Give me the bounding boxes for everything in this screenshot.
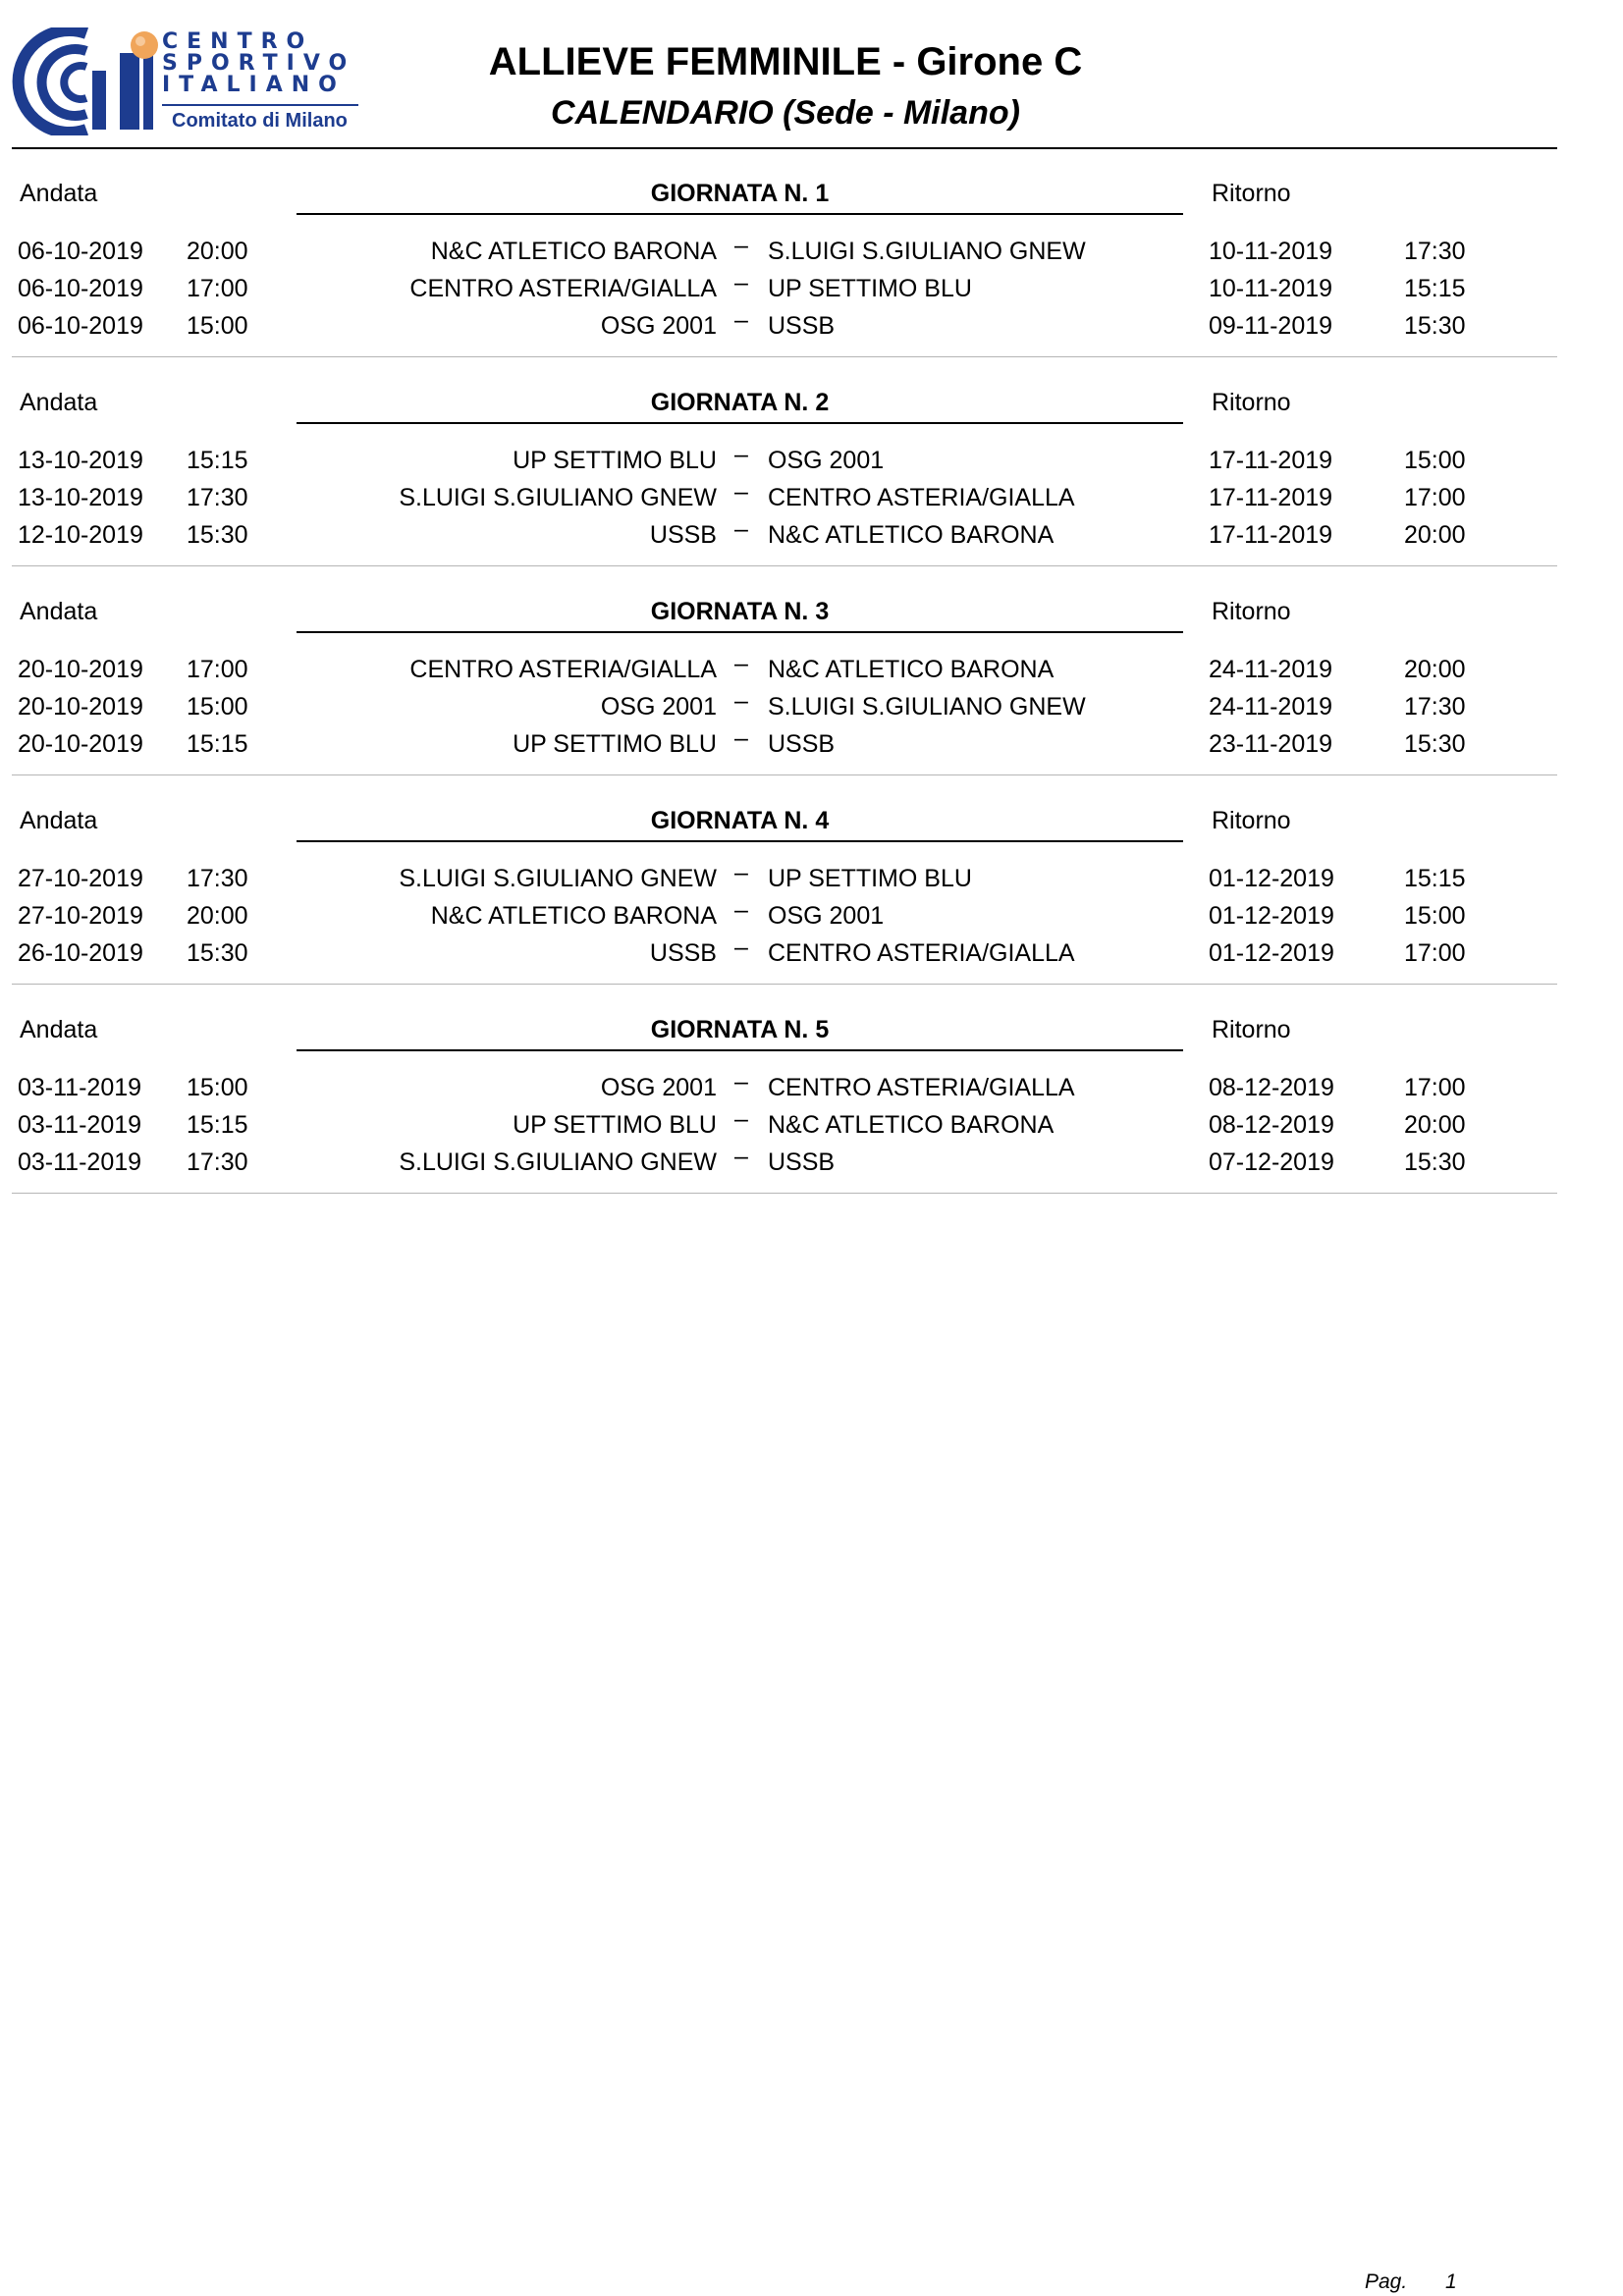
match-separator: –: [734, 650, 748, 677]
match-separator: –: [734, 1105, 748, 1133]
away-team: USSB: [768, 730, 836, 758]
andata-date: 20-10-2019: [18, 693, 143, 721]
round-divider: [12, 774, 1557, 775]
away-team: UP SETTIMO BLU: [768, 865, 972, 892]
csi-logo: [10, 27, 356, 135]
andata-time: 15:30: [187, 521, 248, 549]
round-block: [0, 149, 1623, 358]
ritorno-time: 17:30: [1404, 693, 1466, 721]
andata-time: 15:00: [187, 1074, 248, 1101]
home-team: S.LUIGI S.GIULIANO GNEW: [399, 865, 717, 892]
andata-date: 20-10-2019: [18, 730, 143, 758]
match-row: [0, 479, 1623, 516]
page-number: 1: [1445, 2270, 1457, 2293]
home-team: OSG 2001: [600, 1074, 717, 1101]
away-team: S.LUIGI S.GIULIANO GNEW: [768, 693, 1086, 721]
round-divider: [12, 356, 1557, 357]
match-separator: –: [734, 306, 748, 334]
away-team: N&C ATLETICO BARONA: [768, 1111, 1055, 1139]
andata-time: 20:00: [187, 238, 248, 265]
match-separator: –: [734, 896, 748, 924]
match-row: [0, 860, 1623, 897]
home-team: S.LUIGI S.GIULIANO GNEW: [399, 484, 717, 511]
ritorno-date: 17-11-2019: [1209, 447, 1333, 474]
ritorno-date: 17-11-2019: [1209, 484, 1333, 511]
match-row: [0, 688, 1623, 725]
ritorno-date: 10-11-2019: [1209, 275, 1333, 302]
logo-line-1: CENTRO: [162, 29, 314, 54]
ritorno-time: 15:15: [1404, 865, 1466, 892]
csi-logo-icon: [10, 27, 167, 135]
match-separator: –: [734, 859, 748, 886]
ritorno-date: 23-11-2019: [1209, 730, 1333, 758]
andata-date: 06-10-2019: [18, 238, 143, 265]
ritorno-label: Ritorno: [1212, 807, 1291, 834]
home-team: UP SETTIMO BLU: [513, 1111, 717, 1139]
home-team: USSB: [649, 521, 717, 549]
away-team: N&C ATLETICO BARONA: [768, 521, 1055, 549]
away-team: USSB: [768, 312, 836, 340]
match-row: [0, 1144, 1623, 1181]
page-label: Pag.: [1365, 2270, 1408, 2293]
ritorno-time: 17:00: [1404, 484, 1466, 511]
andata-date: 06-10-2019: [18, 275, 143, 302]
andata-date: 12-10-2019: [18, 521, 143, 549]
andata-date: 06-10-2019: [18, 312, 143, 340]
match-row: [0, 516, 1623, 554]
match-separator: –: [734, 687, 748, 715]
logo-wordmark: [162, 29, 356, 97]
match-row: [0, 725, 1623, 763]
away-team: S.LUIGI S.GIULIANO GNEW: [768, 238, 1086, 265]
rounds-list: [0, 149, 1623, 1195]
home-team: N&C ATLETICO BARONA: [430, 238, 717, 265]
match-separator: –: [734, 232, 748, 259]
round-block: [0, 567, 1623, 776]
andata-time: 15:00: [187, 312, 248, 340]
andata-time: 17:00: [187, 656, 248, 683]
andata-date: 26-10-2019: [18, 939, 143, 967]
andata-time: 17:30: [187, 1148, 248, 1176]
andata-label: Andata: [20, 598, 98, 625]
away-team: USSB: [768, 1148, 836, 1176]
ritorno-time: 17:30: [1404, 238, 1466, 265]
match-separator: –: [734, 515, 748, 543]
match-separator: –: [734, 724, 748, 752]
andata-label: Andata: [20, 1016, 98, 1043]
ritorno-time: 15:30: [1404, 312, 1466, 340]
match-row: [0, 1069, 1623, 1106]
round-title: GIORNATA N. 1: [650, 180, 830, 207]
andata-time: 15:30: [187, 939, 248, 967]
away-team: CENTRO ASTERIA/GIALLA: [768, 1074, 1075, 1101]
ritorno-date: 17-11-2019: [1209, 521, 1333, 549]
andata-date: 03-11-2019: [18, 1111, 142, 1139]
away-team: N&C ATLETICO BARONA: [768, 656, 1055, 683]
andata-time: 20:00: [187, 902, 248, 930]
match-separator: –: [734, 269, 748, 296]
round-title: GIORNATA N. 2: [650, 389, 830, 416]
round-divider: [12, 1193, 1557, 1194]
match-separator: –: [734, 1143, 748, 1170]
andata-date: 27-10-2019: [18, 902, 143, 930]
ritorno-time: 15:30: [1404, 730, 1466, 758]
andata-date: 20-10-2019: [18, 656, 143, 683]
match-row: [0, 442, 1623, 479]
round-title-underline: [297, 631, 1183, 633]
home-team: CENTRO ASTERIA/GIALLA: [409, 275, 717, 302]
match-separator: –: [734, 478, 748, 506]
match-list: [0, 1069, 1623, 1181]
match-row: [0, 897, 1623, 934]
ritorno-time: 15:00: [1404, 447, 1466, 474]
match-list: [0, 233, 1623, 345]
andata-time: 15:15: [187, 1111, 248, 1139]
logo-line-3: ITALIANO: [162, 73, 346, 97]
match-separator: –: [734, 1068, 748, 1095]
ritorno-time: 20:00: [1404, 656, 1466, 683]
ritorno-date: 24-11-2019: [1209, 656, 1333, 683]
ritorno-label: Ritorno: [1212, 180, 1291, 207]
ritorno-date: 08-12-2019: [1209, 1111, 1334, 1139]
match-separator: –: [734, 934, 748, 961]
andata-label: Andata: [20, 807, 98, 834]
andata-time: 15:15: [187, 730, 248, 758]
match-list: [0, 860, 1623, 972]
round-title-underline: [297, 213, 1183, 215]
andata-label: Andata: [20, 389, 98, 416]
ritorno-time: 15:30: [1404, 1148, 1466, 1176]
home-team: CENTRO ASTERIA/GIALLA: [409, 656, 717, 683]
match-row: [0, 934, 1623, 972]
round-title: GIORNATA N. 4: [650, 807, 830, 834]
home-team: S.LUIGI S.GIULIANO GNEW: [399, 1148, 717, 1176]
ritorno-time: 17:00: [1404, 939, 1466, 967]
logo-subline: Comitato di Milano: [162, 104, 358, 135]
match-row: [0, 651, 1623, 688]
round-title-underline: [297, 422, 1183, 424]
match-row: [0, 1106, 1623, 1144]
andata-time: 17:30: [187, 865, 248, 892]
home-team: OSG 2001: [600, 693, 717, 721]
away-team: CENTRO ASTERIA/GIALLA: [768, 939, 1075, 967]
ritorno-date: 01-12-2019: [1209, 939, 1334, 967]
ritorno-date: 01-12-2019: [1209, 865, 1334, 892]
andata-label: Andata: [20, 180, 98, 207]
ritorno-date: 09-11-2019: [1209, 312, 1333, 340]
away-team: OSG 2001: [768, 902, 885, 930]
home-team: OSG 2001: [600, 312, 717, 340]
match-separator: –: [734, 441, 748, 468]
ritorno-time: 17:00: [1404, 1074, 1466, 1101]
match-list: [0, 442, 1623, 554]
round-block: [0, 986, 1623, 1195]
ritorno-date: 08-12-2019: [1209, 1074, 1334, 1101]
andata-time: 17:30: [187, 484, 248, 511]
match-row: [0, 307, 1623, 345]
round-block: [0, 776, 1623, 986]
andata-date: 13-10-2019: [18, 447, 143, 474]
page-header: [0, 0, 1623, 149]
ritorno-date: 10-11-2019: [1209, 238, 1333, 265]
andata-time: 17:00: [187, 275, 248, 302]
page-title: ALLIEVE FEMMINILE - Girone C: [488, 40, 1083, 83]
round-title: GIORNATA N. 5: [650, 1016, 830, 1043]
match-row: [0, 270, 1623, 307]
andata-date: 27-10-2019: [18, 865, 143, 892]
page-subtitle: CALENDARIO (Sede - Milano): [551, 94, 1020, 132]
ritorno-label: Ritorno: [1212, 1016, 1291, 1043]
ritorno-time: 15:15: [1404, 275, 1466, 302]
ritorno-label: Ritorno: [1212, 598, 1291, 625]
away-team: UP SETTIMO BLU: [768, 275, 972, 302]
round-title-underline: [297, 1049, 1183, 1051]
ritorno-time: 15:00: [1404, 902, 1466, 930]
round-title: GIORNATA N. 3: [650, 598, 830, 625]
home-team: UP SETTIMO BLU: [513, 447, 717, 474]
home-team: USSB: [649, 939, 717, 967]
ritorno-date: 24-11-2019: [1209, 693, 1333, 721]
away-team: OSG 2001: [768, 447, 885, 474]
andata-time: 15:15: [187, 447, 248, 474]
away-team: CENTRO ASTERIA/GIALLA: [768, 484, 1075, 511]
logo-line-2: SPORTIVO: [162, 51, 356, 76]
ritorno-date: 07-12-2019: [1209, 1148, 1334, 1176]
ritorno-time: 20:00: [1404, 1111, 1466, 1139]
home-team: UP SETTIMO BLU: [513, 730, 717, 758]
round-block: [0, 358, 1623, 567]
match-list: [0, 651, 1623, 763]
ritorno-date: 01-12-2019: [1209, 902, 1334, 930]
round-title-underline: [297, 840, 1183, 842]
match-row: [0, 233, 1623, 270]
page-footer: [1365, 2268, 1522, 2296]
round-divider: [12, 984, 1557, 985]
andata-date: 03-11-2019: [18, 1148, 142, 1176]
home-team: N&C ATLETICO BARONA: [430, 902, 717, 930]
ritorno-time: 20:00: [1404, 521, 1466, 549]
andata-date: 03-11-2019: [18, 1074, 142, 1101]
ritorno-label: Ritorno: [1212, 389, 1291, 416]
round-divider: [12, 565, 1557, 566]
andata-time: 15:00: [187, 693, 248, 721]
andata-date: 13-10-2019: [18, 484, 143, 511]
